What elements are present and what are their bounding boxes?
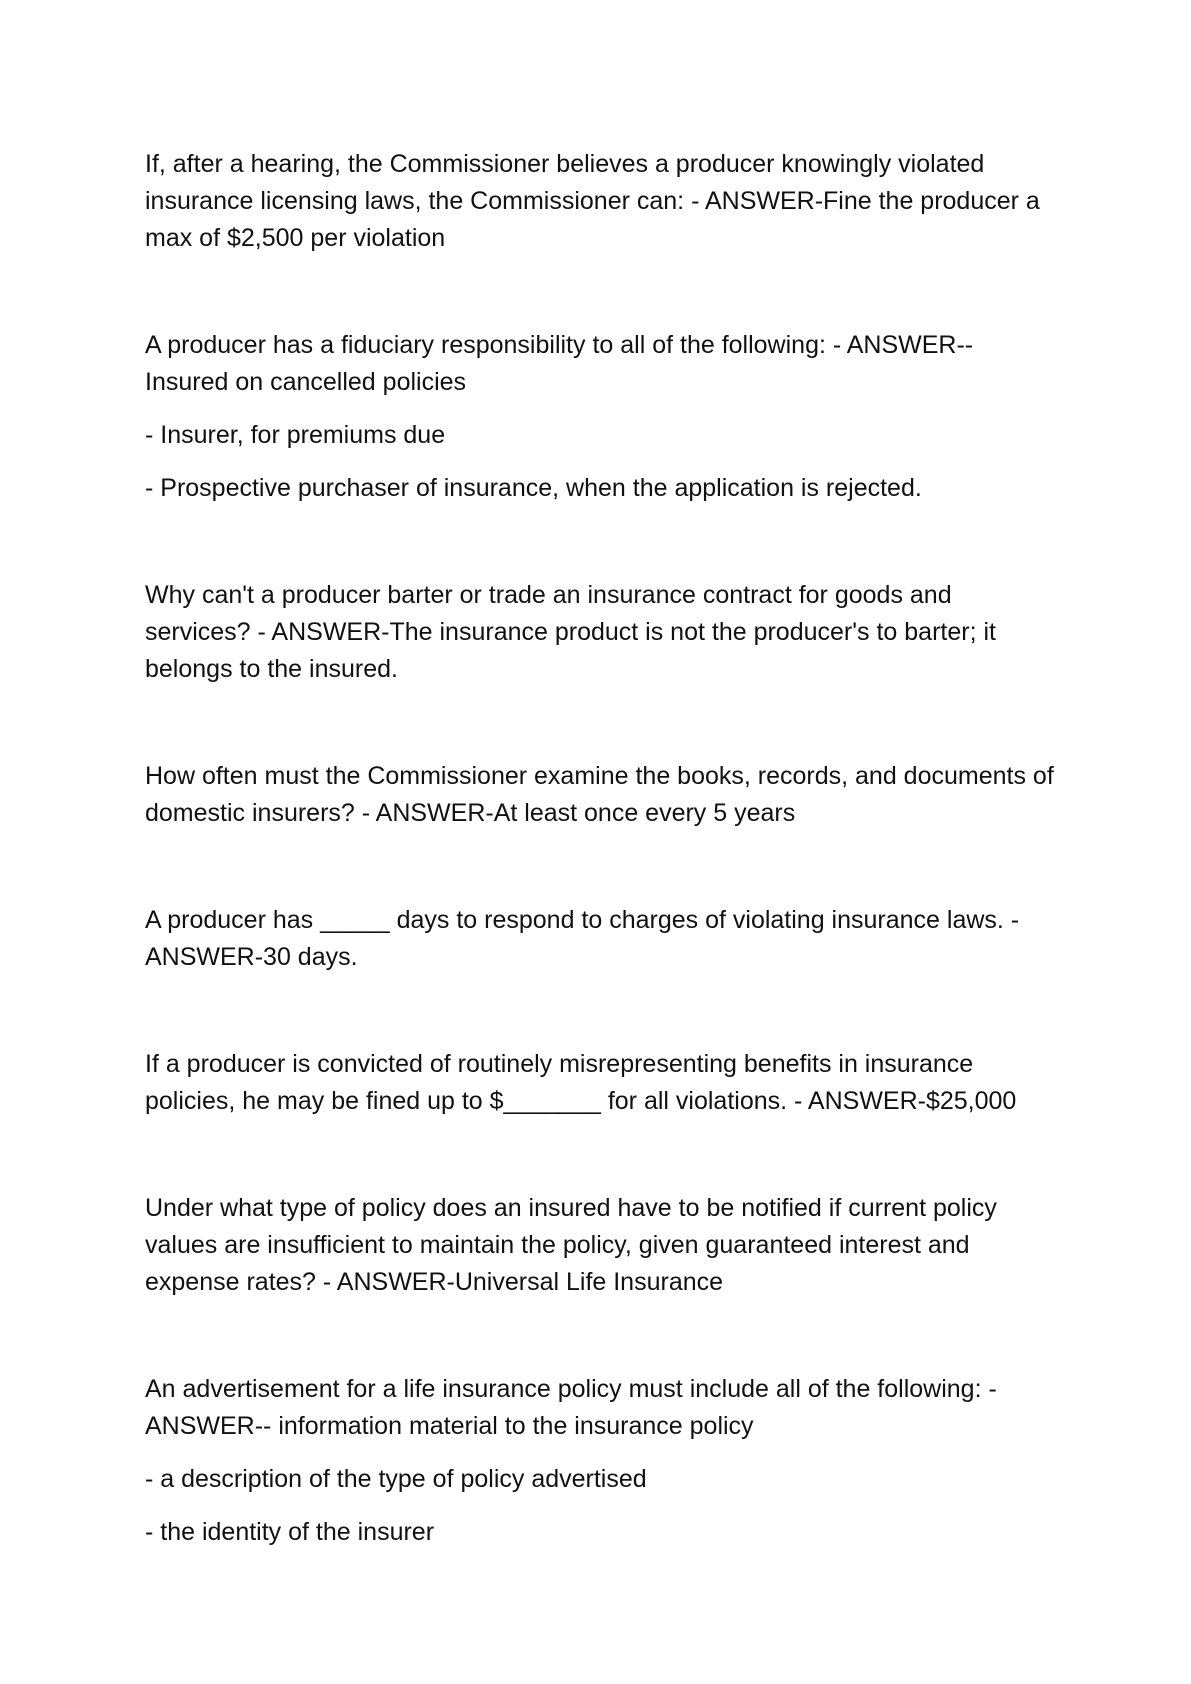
qa-text: A producer has a fiduciary responsibility to all of the following: - ANSWER-- Insured on cancelled policies: [145, 331, 974, 396]
qa-item: [145, 327, 1055, 507]
qa-answer-line: - a description of the type of policy advertised: [145, 1465, 647, 1493]
qa-item: [145, 1371, 1055, 1551]
qa-item: [145, 902, 1055, 976]
qa-item: [145, 1046, 1055, 1120]
qa-item: [145, 758, 1055, 832]
qa-item: [145, 577, 1055, 688]
qa-text: Under what type of policy does an insured have to be notified if current policy values are insufficient to maintain the policy, given guaranteed interest and expense rates? - ANSWER-Universal Life Insurance: [145, 1194, 997, 1296]
qa-answer-line: - the identity of the insurer: [145, 1518, 435, 1546]
qa-answer-line: - Insurer, for premiums due: [145, 421, 446, 449]
qa-item: [145, 1190, 1055, 1301]
qa-text: If a producer is convicted of routinely misrepresenting benefits in insurance policies, he may be fined up to $_______ for all violations. - ANSWER-$25,000: [145, 1050, 1017, 1115]
qa-answer-line: - Prospective purchaser of insurance, when the application is rejected.: [145, 474, 922, 502]
qa-text: An advertisement for a life insurance policy must include all of the following: - ANSWER-- information material to the insurance policy: [145, 1375, 997, 1440]
qa-text: A producer has _____ days to respond to charges of violating insurance laws. - ANSWER-30 days.: [145, 906, 1020, 971]
qa-text: Why can't a producer barter or trade an insurance contract for goods and services? - ANSWER-The insurance product is not the producer's to barter; it belongs to the insured.: [145, 581, 996, 683]
qa-item: [145, 146, 1055, 257]
document-body: [145, 146, 1055, 1621]
qa-text: If, after a hearing, the Commissioner believes a producer knowingly violated insurance licensing laws, the Commissioner can: - ANSWER-Fine the producer a max of $2,500 per violation: [145, 150, 1040, 252]
qa-text: How often must the Commissioner examine the books, records, and documents of domestic insurers? - ANSWER-At least once every 5 years: [145, 762, 1054, 827]
